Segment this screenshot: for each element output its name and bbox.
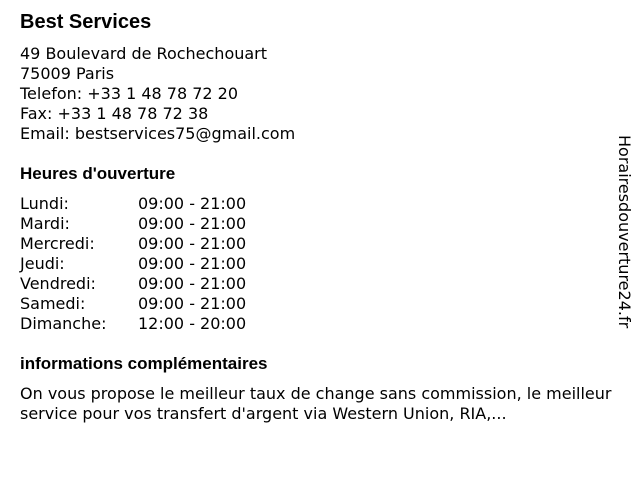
hours-time: 09:00 - 21:00 [138, 274, 247, 293]
hours-day: Jeudi: [20, 254, 65, 273]
hours-day: Mardi: [20, 214, 70, 233]
hours-row-thursday [20, 254, 246, 274]
hours-day: Lundi: [20, 194, 69, 213]
business-name: Best Services [20, 11, 152, 33]
hours-row-friday [20, 274, 246, 294]
hours-time: 09:00 - 21:00 [138, 254, 247, 273]
hours-day: Dimanche: [20, 314, 107, 333]
hours-row-wednesday [20, 234, 246, 254]
hours-row-monday [20, 194, 246, 214]
hours-day: Mercredi: [20, 234, 95, 253]
contact-block [20, 44, 295, 144]
hours-row-sunday [20, 314, 246, 334]
hours-day: Samedi: [20, 294, 86, 313]
hours-time: 09:00 - 21:00 [138, 194, 247, 213]
hours-row-saturday [20, 294, 246, 314]
hours-time: 09:00 - 21:00 [138, 234, 247, 253]
hours-heading: Heures d'ouverture [20, 164, 176, 183]
fax-number: Fax: +33 1 48 78 72 38 [20, 104, 209, 123]
hours-row-tuesday [20, 214, 246, 234]
hours-time: 09:00 - 21:00 [138, 214, 247, 233]
hours-day: Vendredi: [20, 274, 96, 293]
info-heading: informations complémentaires [20, 354, 268, 373]
hours-table [20, 194, 246, 334]
hours-time: 12:00 - 20:00 [138, 314, 247, 333]
hours-time: 09:00 - 21:00 [138, 294, 247, 313]
watermark-text: Horairesdouverture24.fr [615, 135, 634, 329]
address-line1: 49 Boulevard de Rochechouart [20, 44, 268, 63]
address-line2: 75009 Paris [20, 64, 115, 83]
phone-number: Telefon: +33 1 48 78 72 20 [20, 84, 239, 103]
email-address: Email: bestservices75@gmail.com [20, 124, 296, 143]
info-description: On vous propose le meilleur taux de change sans commission, le meilleur service pour vos transfert d'argent via Western Union, RIA,... [20, 384, 612, 423]
